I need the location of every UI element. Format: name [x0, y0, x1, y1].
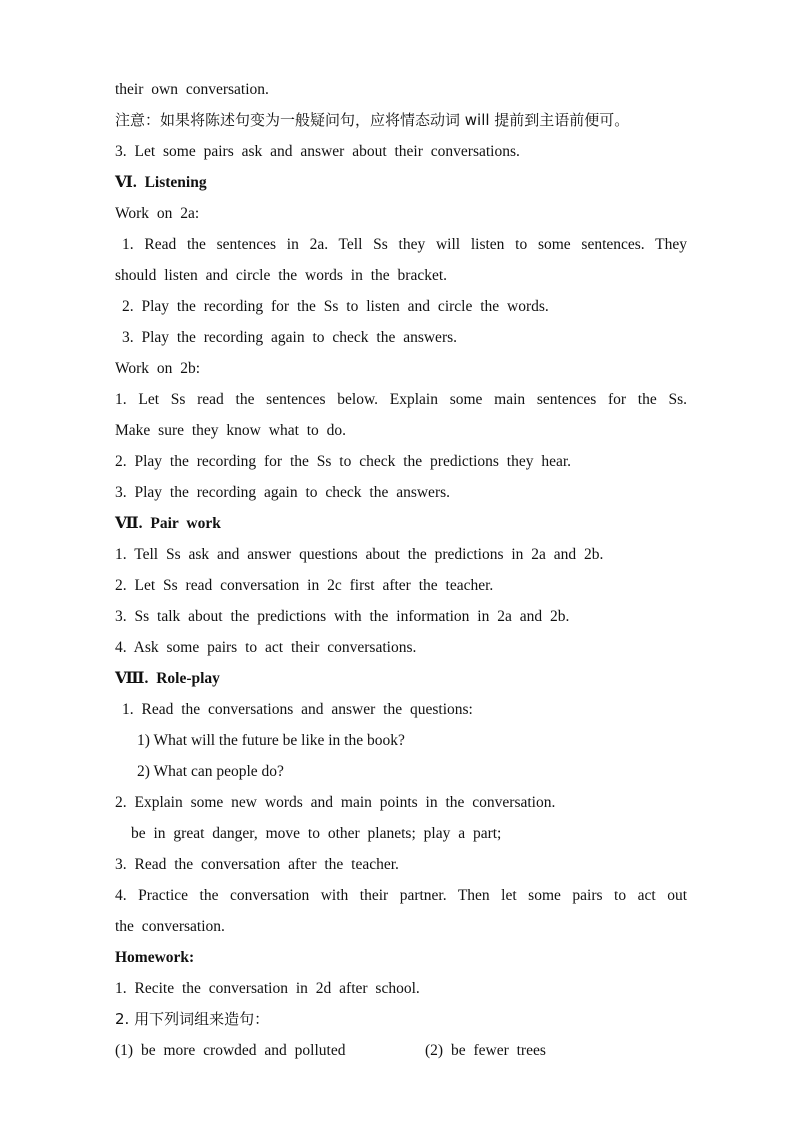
text-line: 4. Practice the conversation with their partner. Then let some pairs to act out [115, 887, 687, 904]
section-heading-listening: Ⅵ. Listening [115, 174, 207, 191]
text-line: should listen and circle the words in the bracket. [115, 267, 448, 284]
text-line: 1. Read the sentences in 2a. Tell Ss they will listen to some sentences. They [122, 236, 687, 253]
note-line: 注意：如果将陈述句变为一般疑问句，应将情态动词 will 提前到主语前便可。 [115, 111, 630, 129]
question-line: 1) What will the future be like in the book? [137, 732, 405, 749]
text-line: 2. Let Ss read conversation in 2c first after the teacher. [115, 577, 494, 594]
text-line: 2. Play the recording for the Ss to listen and circle the words. [122, 298, 549, 315]
homework-heading: Homework: [115, 949, 195, 966]
text-line: 2. 用下列词组来造句： [115, 1010, 270, 1028]
text-line: 3. Read the conversation after the teacher. [115, 856, 399, 873]
text-line: their own conversation. [115, 81, 269, 98]
text-line: 4. Ask some pairs to act their conversations. [115, 639, 417, 656]
text-line: 1. Let Ss read the sentences below. Explain some main sentences for the Ss. [115, 391, 687, 408]
document-page [115, 74, 687, 1066]
phrase-1: (1) be more crowded and polluted [115, 1042, 346, 1059]
text-line: 3. Play the recording again to check the answers. [115, 484, 451, 501]
text-line: the conversation. [115, 918, 225, 935]
subheading-2b: Work on 2b: [115, 360, 201, 377]
section-heading-role-play: Ⅷ. Role-play [115, 670, 220, 687]
text-line: 3. Play the recording again to check the answers. [122, 329, 458, 346]
text-line: Make sure they know what to do. [115, 422, 347, 439]
text-line: 3. Let some pairs ask and answer about their conversations. [115, 143, 520, 160]
phrase-row [115, 1035, 687, 1066]
text-line: 2. Play the recording for the Ss to check the predictions they hear. [115, 453, 572, 470]
text-line: 1. Read the conversations and answer the questions: [122, 701, 473, 718]
text-line: be in great danger, move to other planets; play a part; [131, 825, 502, 842]
subheading-2a: Work on 2a: [115, 205, 200, 222]
text-line: 2. Explain some new words and main points in the conversation. [115, 794, 556, 811]
text-line: 1. Tell Ss ask and answer questions about the predictions in 2a and 2b. [115, 546, 604, 563]
phrase-2: (2) be fewer trees [425, 1042, 546, 1059]
question-line: 2) What can people do? [137, 763, 284, 780]
section-heading-pair-work: Ⅶ. Pair work [115, 515, 221, 532]
text-line: 3. Ss talk about the predictions with the information in 2a and 2b. [115, 608, 570, 625]
text-line: 1. Recite the conversation in 2d after school. [115, 980, 420, 997]
